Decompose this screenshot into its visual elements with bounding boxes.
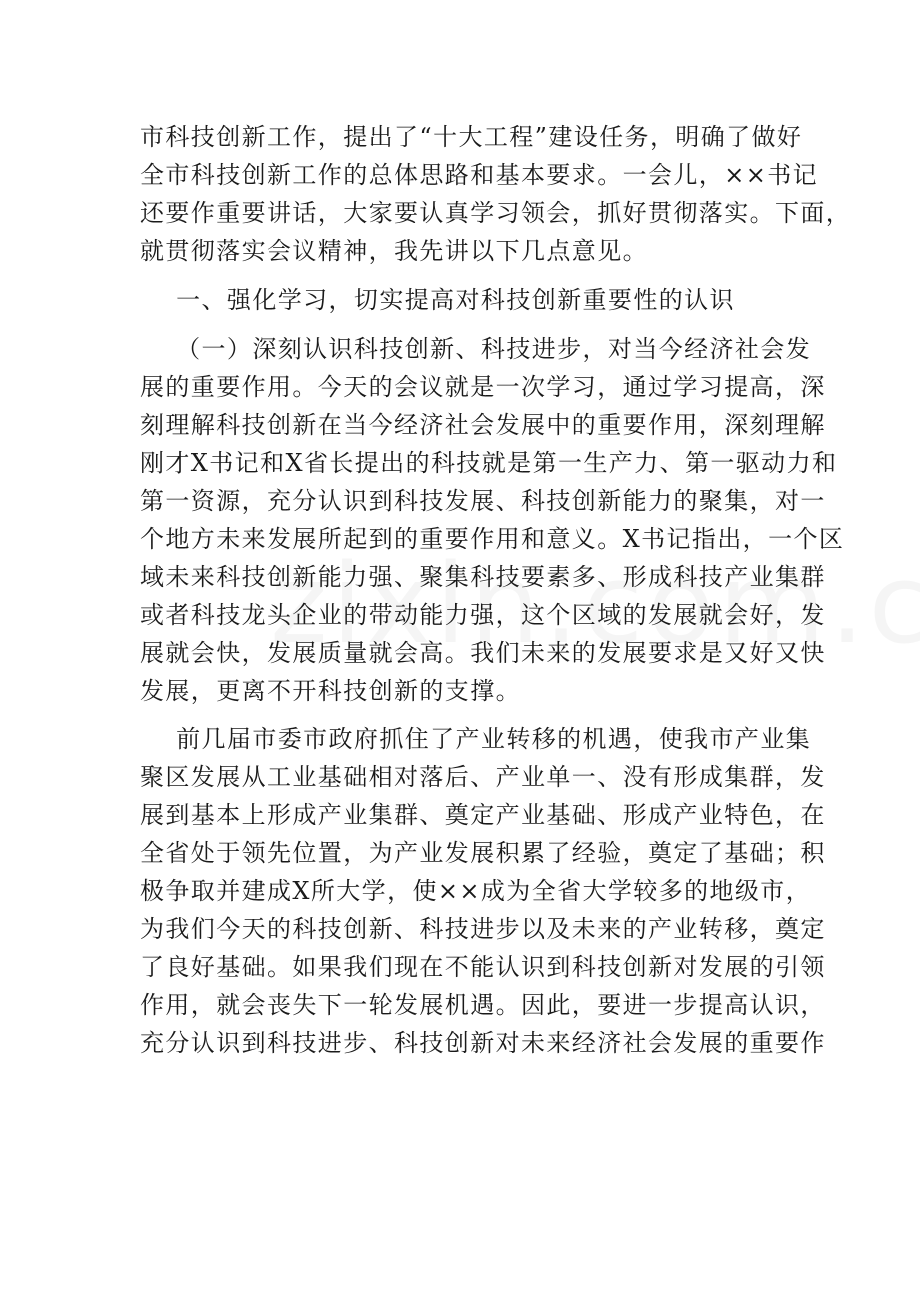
text-line: 刻理解科技创新在当今经济社会发展中的重要作用，深刻理解 [140,411,826,439]
text-line: （一）深刻认识科技创新、科技进步，对当今经济社会发 [140,335,812,363]
paragraph-intro [140,118,852,270]
text-line: 了良好基础。如果我们现在不能认识到科技创新对发展的引领 [140,953,826,981]
text-line: 展的重要作用。今天的会议就是一次学习，通过学习提高，深 [140,373,826,401]
text-line: 作用，就会丧失下一轮发展机遇。因此，要进一步提高认识， [140,991,826,1019]
paragraph-history [140,720,826,1062]
text-line: 域未来科技创新能力强、聚集科技要素多、形成科技产业集群 [140,563,826,591]
text-line: 市科技创新工作，提出了“十大工程”建设任务，明确了做好 [140,123,803,151]
text-line: 就贯彻落实会议精神，我先讲以下几点意见。 [140,237,648,265]
text-line: 前几届市委市政府抓住了产业转移的机遇，使我市产业集 [140,725,812,753]
text-line: 为我们今天的科技创新、科技进步以及未来的产业转移，奠定 [140,915,826,943]
section-heading [140,281,785,319]
text-line: 极争取并建成X所大学，使××成为全省大学较多的地级市， [140,877,812,905]
text-line: 展到基本上形成产业集群、奠定产业基础、形成产业特色，在 [140,801,826,829]
text-line: 第一资源，充分认识到科技发展、科技创新能力的聚集，对一 [140,487,826,515]
text-line: 全省处于领先位置，为产业发展积累了经验，奠定了基础；积 [140,839,826,867]
text-line: 发展，更离不开科技创新的支撑。 [140,677,521,705]
text-line: 刚才X书记和X省长提出的科技就是第一生产力、第一驱动力和 [140,449,838,477]
text-line: 全市科技创新工作的总体思路和基本要求。一会儿，××书记 [140,161,819,189]
text-line: 充分认识到科技进步、科技创新对未来经济社会发展的重要作 [140,1029,826,1057]
text-line: 展就会快，发展质量就会高。我们未来的发展要求是又好又快 [140,639,826,667]
paragraph-subsection-1 [140,330,845,710]
text-line: 个地方未来发展所起到的重要作用和意义。X书记指出，一个区 [140,525,845,553]
heading-line: 一、强化学习，切实提高对科技创新重要性的认识 [140,286,735,314]
text-line: 还要作重要讲话，大家要认真学习领会，抓好贯彻落实。下面， [140,199,852,227]
document-body [140,118,852,1062]
text-line: 或者科技龙头企业的带动能力强，这个区域的发展就会好，发 [140,601,826,629]
text-line: 聚区发展从工业基础相对落后、产业单一、没有形成集群，发 [140,763,826,791]
